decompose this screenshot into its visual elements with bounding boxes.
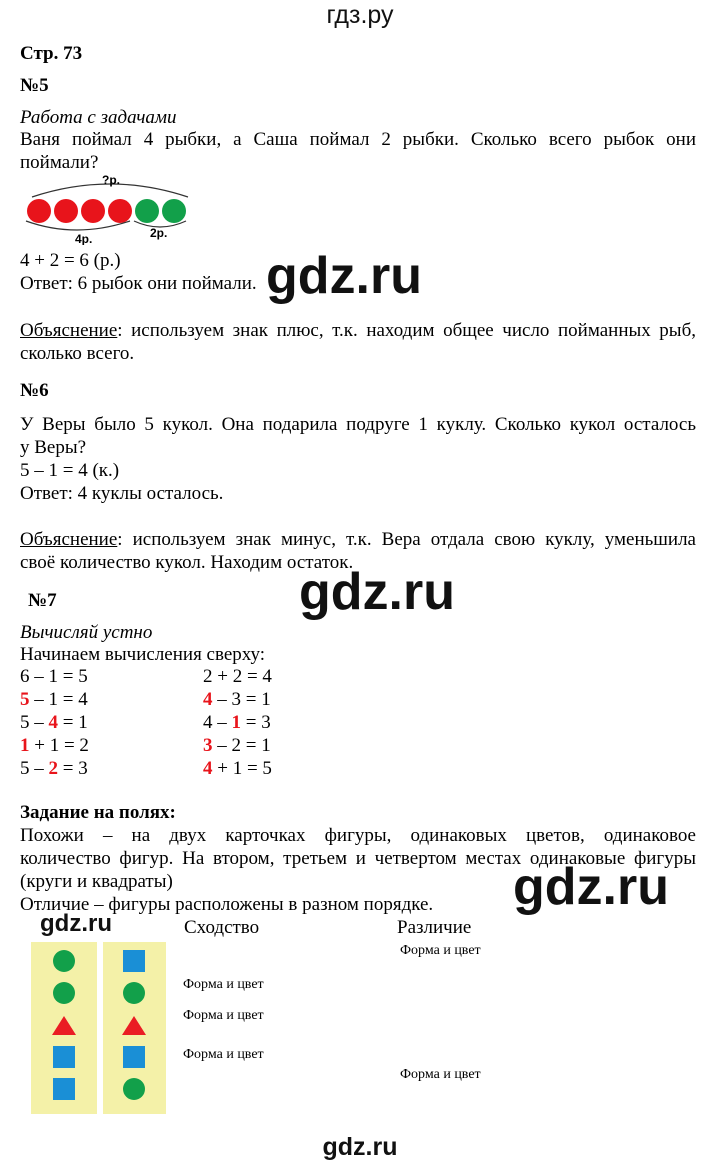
highlighted-digit: 1: [231, 712, 241, 733]
fish-diagram: [20, 173, 200, 245]
highlighted-digit: 1: [20, 735, 30, 756]
task5-explanation-line1: [20, 319, 696, 342]
task7-number: №7: [28, 590, 57, 611]
green-circle-icon: [123, 982, 145, 1004]
red-triangle-icon: [52, 1016, 76, 1035]
similarity-label: Форма и цвет: [183, 977, 264, 992]
calc-column-right: [203, 665, 272, 780]
calc-column-left: [20, 665, 89, 780]
calc-text: = 3: [241, 712, 271, 733]
margin-task-line3: (круги и квадраты): [20, 871, 173, 892]
site-header: гдз.ру: [326, 1, 394, 29]
green-fish-circle: [162, 199, 186, 223]
calc-text: = 3: [58, 758, 88, 779]
task5-text-line2: поймали?: [20, 152, 99, 173]
highlighted-digit: 4: [48, 712, 58, 733]
column-difference-heading: Различие: [397, 917, 472, 938]
task6-solution: 5 – 1 = 4 (к.): [20, 460, 120, 481]
red-triangle-icon: [122, 1016, 146, 1035]
task7-subtitle: Вычисляй устно: [20, 622, 153, 643]
task5-text-line1: Ваня поймал 4 рыбки, а Саша поймал 2 рыбки. Сколько всего рыбок они: [20, 129, 696, 150]
page-label: Стр. 73: [20, 43, 83, 64]
task5-subtitle: Работа с задачами: [20, 107, 177, 128]
blue-square-icon: [53, 1078, 75, 1100]
highlighted-digit: 5: [20, 689, 30, 710]
calc-text: + 1 = 5: [212, 758, 272, 779]
task6-text-line2: у Веры?: [20, 437, 87, 458]
calc-row: [203, 688, 272, 711]
red-fish-circle: [27, 199, 51, 223]
task6-explanation-line1: [20, 528, 696, 551]
calc-text: – 2 = 1: [212, 735, 271, 756]
calc-text: + 1 = 2: [29, 735, 89, 756]
calc-row: [203, 757, 272, 780]
blue-square-icon: [123, 950, 145, 972]
explanation-text: : используем знак плюс, т.к. находим общее число пойманных рыб,: [117, 320, 696, 341]
task6-text-line1: У Веры было 5 кукол. Она подарила подруге 1 куклу. Сколько кукол осталось: [20, 414, 696, 435]
highlighted-digit: 4: [203, 758, 213, 779]
margin-task-line1: Похожи – на двух карточках фигуры, одинаковых цветов, одинаковое: [20, 825, 696, 846]
calc-text: 2 + 2 = 4: [203, 666, 272, 687]
similarity-label: Форма и цвет: [183, 1047, 264, 1062]
red-fish-circle: [108, 199, 132, 223]
explanation-word: Объяснение: [20, 320, 118, 341]
calc-text: 6 – 1 = 5: [20, 666, 88, 687]
similarity-label: Форма и цвет: [183, 1008, 264, 1023]
calc-row: [20, 665, 89, 688]
calc-row: [20, 734, 89, 757]
shape-card-1: [31, 942, 97, 1114]
explanation-word: Объяснение: [20, 529, 118, 550]
task6-explanation-line2: своё количество кукол. Находим остаток.: [20, 552, 354, 573]
green-circle-icon: [53, 950, 75, 972]
calc-text: 5 –: [20, 758, 49, 779]
blue-square-icon: [123, 1046, 145, 1068]
task6-answer: Ответ: 4 куклы осталось.: [20, 483, 224, 504]
margin-task-title: Задание на полях:: [20, 802, 176, 823]
explanation-text: : используем знак минус, т.к. Вера отдала свою куклу, уменьшила: [117, 529, 696, 550]
column-similar-heading: Сходство: [184, 917, 260, 938]
task5-number: №5: [20, 75, 49, 96]
watermark: gdz.ru: [299, 563, 455, 621]
green-circle-icon: [123, 1078, 145, 1100]
highlighted-digit: 4: [203, 689, 213, 710]
calc-row: [20, 711, 89, 734]
task7-intro: Начинаем вычисления сверху:: [20, 644, 266, 665]
diagram-right-label: 2р.: [150, 226, 168, 240]
green-circle-icon: [53, 982, 75, 1004]
blue-square-icon: [53, 1046, 75, 1068]
difference-label: Форма и цвет: [400, 943, 481, 958]
green-fish-circle: [135, 199, 159, 223]
margin-task-line4: Отличие – фигуры расположены в разном порядке.: [20, 894, 434, 915]
margin-task-line2: количество фигур. На втором, третьем и четвертом местах одинаковые фигуры: [20, 848, 696, 869]
calc-text: – 3 = 1: [212, 689, 271, 710]
watermark: gdz.ru: [513, 858, 669, 916]
shape-card-2: [103, 942, 166, 1114]
difference-label: Форма и цвет: [400, 1067, 481, 1082]
task5-solution: 4 + 2 = 6 (р.): [20, 250, 121, 271]
task5-answer: Ответ: 6 рыбок они поймали.: [20, 273, 257, 294]
calc-text: 4 –: [203, 712, 232, 733]
red-fish-circle: [54, 199, 78, 223]
red-fish-circle: [81, 199, 105, 223]
highlighted-digit: 3: [203, 735, 213, 756]
calc-row: [203, 665, 272, 688]
calc-row: [20, 757, 89, 780]
highlighted-digit: 2: [48, 758, 58, 779]
watermark: gdz.ru: [40, 910, 112, 937]
calc-text: = 1: [58, 712, 88, 733]
task5-explanation-line2: сколько всего.: [20, 343, 135, 364]
task6-number: №6: [20, 380, 49, 401]
diagram-top-label: ?р.: [102, 173, 120, 187]
watermark: gdz.ru: [266, 247, 422, 305]
site-footer: gdz.ru: [322, 1133, 398, 1161]
calc-text: 5 –: [20, 712, 49, 733]
calc-row: [203, 711, 272, 734]
calc-row: [203, 734, 272, 757]
diagram-left-label: 4р.: [75, 232, 93, 245]
calc-text: – 1 = 4: [29, 689, 88, 710]
calc-row: [20, 688, 89, 711]
